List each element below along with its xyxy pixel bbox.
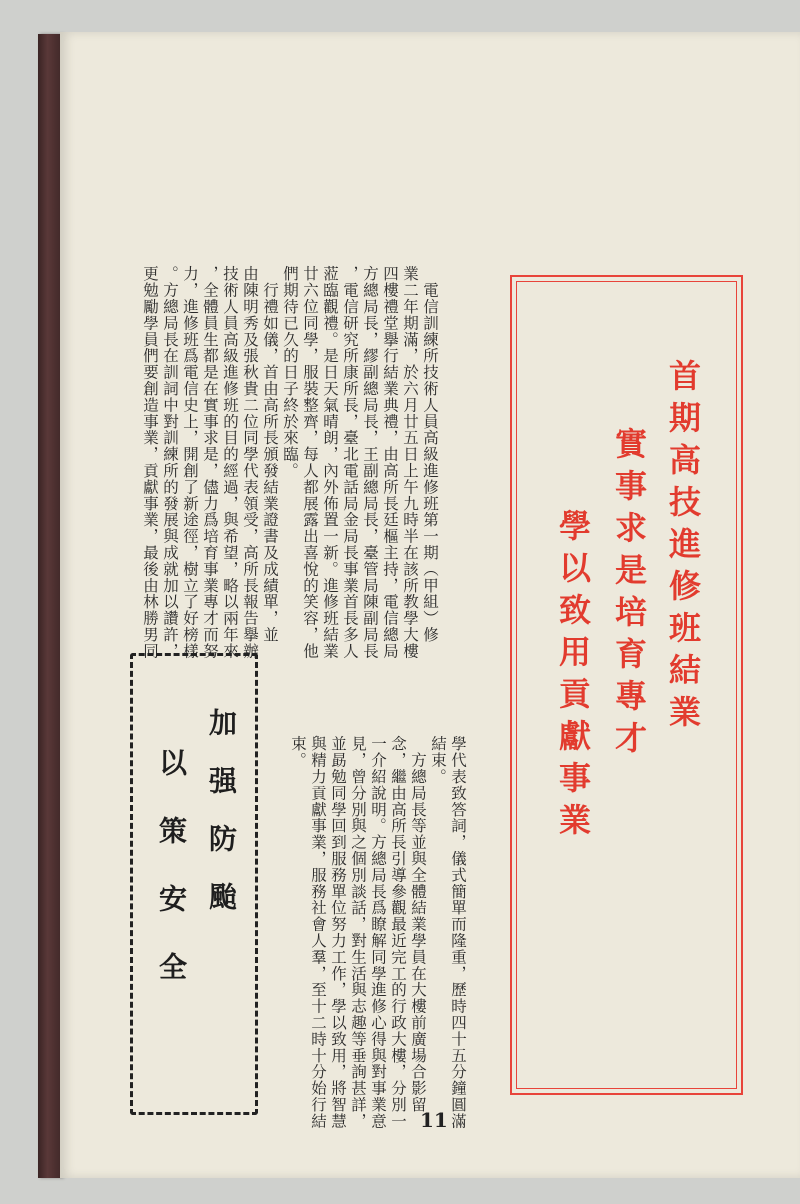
article-column: 。方總局長在訓詞中對訓練所的發展與成就加以讚許，	[161, 265, 179, 660]
article-column: 與精力貢獻事業，服務社會人羣，至十二時十分始行結	[309, 735, 327, 1130]
article-column: 一介紹說明。方總局長爲瞭解同學進修心得與對事業意	[369, 735, 387, 1130]
headline-subtitle-2: 學以致用貢獻事業	[554, 509, 592, 845]
article-column: 廿六位同學，服裝整齊，每人都展露出喜悅的笑容，他	[301, 265, 319, 660]
book-spine	[38, 34, 62, 1178]
article-column: 學代表致答詞，儀式簡單而隆重，歷時四十五分鐘圓滿	[449, 735, 467, 1130]
article-column: 力，進修班爲電信史上，開創了新途徑，樹立了好榜樣	[181, 265, 199, 660]
article-column: ，全體員生都是在實事求是，儘力爲培育事業專才而努	[201, 265, 219, 660]
headline-title: 首期高技進修班結業	[664, 359, 702, 737]
article-column: 更勉勵學員們要創造事業，貢獻事業，最後由林勝男同	[141, 265, 159, 660]
article-column: 們期待已久的日子終於來臨。	[281, 265, 299, 479]
article-column: 蒞臨觀禮。是日天氣晴朗，內外佈置一新。進修班結業	[321, 265, 339, 660]
headline-box	[510, 275, 743, 1095]
article-body-upper	[120, 190, 460, 660]
article-column: 並勗勉同學回到服務單位努力工作，學以致用，將智慧	[329, 735, 347, 1130]
article-column: 行禮如儀，首由高所長頒發結業證書及成績單，並	[261, 265, 279, 643]
article-column: 見，曾分別與之個別談話，對生活與志趣等垂詢甚詳，	[349, 735, 367, 1130]
article-body-lower	[268, 660, 488, 1130]
article-column: 業二年期滿，於六月廿五日上午九時半在該所教學大樓	[401, 265, 419, 660]
page-number: 11	[420, 1108, 448, 1132]
page	[60, 32, 800, 1178]
article-column: 念，繼由高所長引導參觀最近完工的行政大樓，分別一	[389, 735, 407, 1130]
article-column: 由陳明秀及張秋貴二位同學代表領受，高所長報告擧辦	[241, 265, 259, 660]
slogan-box	[130, 653, 258, 1115]
article-column: 電信訓練所技術人員高級進修班第一期（甲組）修	[421, 265, 439, 643]
article-column: 方總局長等並與全體結業學員在大樓前廣場合影留	[409, 735, 427, 1113]
article-column: 結束。	[429, 735, 447, 785]
headline-subtitle-1: 實事求是培育專才	[610, 427, 648, 763]
slogan-line-1: 加强防颱	[205, 708, 238, 940]
article-column: 技術人員高級進修班的目的經過，與希望，略以兩年來	[221, 265, 239, 660]
slogan-line-2: 以策安全	[155, 748, 188, 1020]
article-column: 方總局長，繆副總局長，王副總局長，臺管局陳副局長	[361, 265, 379, 660]
article-column: 束。	[289, 735, 307, 769]
article-column: 四樓禮堂擧行結業典禮，由高所長廷樞主持，電信總局	[381, 265, 399, 660]
article-column: ，電信研究所康所長，臺北電話局金局長事業首長多人	[341, 265, 359, 660]
